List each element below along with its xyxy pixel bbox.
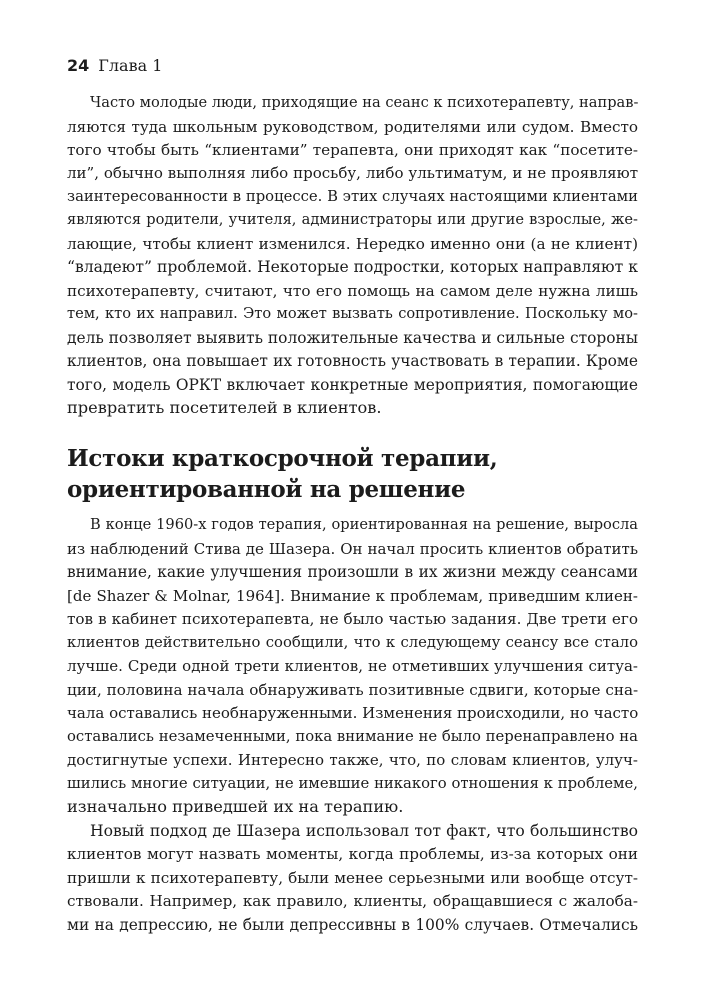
text-line: внимание, какие улучшения произошли в их жизни между сеансами [67, 563, 638, 581]
text-line: ли”, обычно выполняя либо просьбу, либо ультиматум, и не проявляют [67, 164, 638, 182]
text-line: ции, половина начала обнаруживать позитивные сдвиги, которые сна- [67, 681, 639, 699]
text-line: психотерапевту, считают, что его помощь на самом деле нужна лишь [67, 282, 638, 300]
text-line: чала оставались необнаруженными. Изменения происходили, но часто [67, 704, 639, 722]
text-line: Часто молодые люди, приходящие на сеанс к психотерапевту, направ- [90, 94, 639, 111]
text-line: того чтобы быть “клиентами” терапевта, они приходят как “посетите- [67, 141, 638, 159]
text-line: тов в кабинет психотерапевта, не было частью задания. Две трети его [67, 610, 638, 628]
text-line: пришли к психотерапевту, были менее серьезными или вообще отсут- [67, 869, 638, 887]
text-line: Новый подход де Шазера использовал тот факт, что большинство [90, 822, 638, 840]
text-line: тем, кто их направил. Это может вызвать сопротивление. Поскольку мо- [67, 305, 638, 322]
text-line: клиентов действительно сообщили, что к следующему сеансу все стало [67, 634, 638, 651]
text-line: достигнутые успехи. Интересно также, что, по словам клиентов, улуч- [67, 751, 638, 769]
text-line: являются родители, учителя, администраторы или другие взрослые, же- [67, 211, 638, 228]
text-line: лающие, чтобы клиент изменился. Нередко именно они (а не клиент) [67, 235, 638, 253]
text-line: клиентов могут назвать моменты, когда проблемы, из-за которых они [67, 845, 638, 863]
text-line: дель позволяет выявить положительные качества и сильные стороны [67, 329, 638, 347]
text-line: [de Shazer & Molnar, 1964]. Внимание к проблемам, приведшим клиен- [67, 587, 638, 605]
text-line: ствовали. Например, как правило, клиенты, обращавшиеся с жалоба- [67, 892, 638, 910]
running-header [67, 56, 162, 76]
text-line: заинтересованности в процессе. В этих случаях настоящими клиентами [67, 188, 639, 205]
page-number: 24 [67, 56, 90, 75]
text-line: “владеют” проблемой. Некоторые подростки, которых направляют к [67, 258, 638, 276]
heading-line: Истоки краткосрочной терапии, [67, 445, 498, 472]
text-line: клиентов, она повышает их готовность участвовать в терапии. Кроме [67, 352, 638, 370]
text-line: лучше. Среди одной трети клиентов, не отметивших улучшения ситуа- [67, 657, 638, 675]
text-line: оставались незамеченными, пока внимание не было перенаправлено на [67, 728, 638, 745]
heading-line: ориентированной на решение [67, 476, 466, 503]
text-line: В конце 1960-х годов терапия, ориентированная на решение, выросла [90, 516, 638, 533]
text-line: того, модель ОРКТ включает конкретные мероприятия, помогающие [67, 376, 638, 394]
text-line: превратить посетителей в клиентов. [67, 398, 382, 417]
chapter-title: Глава 1 [98, 56, 163, 75]
text-line: ми на депрессию, не были депрессивны в 100% случаев. Отмечались [67, 916, 638, 934]
text-line: ляются туда школьным руководством, родителями или судом. Вместо [67, 118, 638, 136]
text-line: шились многие ситуации, не имевшие никакого отношения к проблеме, [67, 775, 638, 792]
text-line: из наблюдений Стива де Шазера. Он начал просить клиентов обратить [67, 540, 638, 558]
text-line: изначально приведшей их на терапию. [67, 797, 404, 816]
